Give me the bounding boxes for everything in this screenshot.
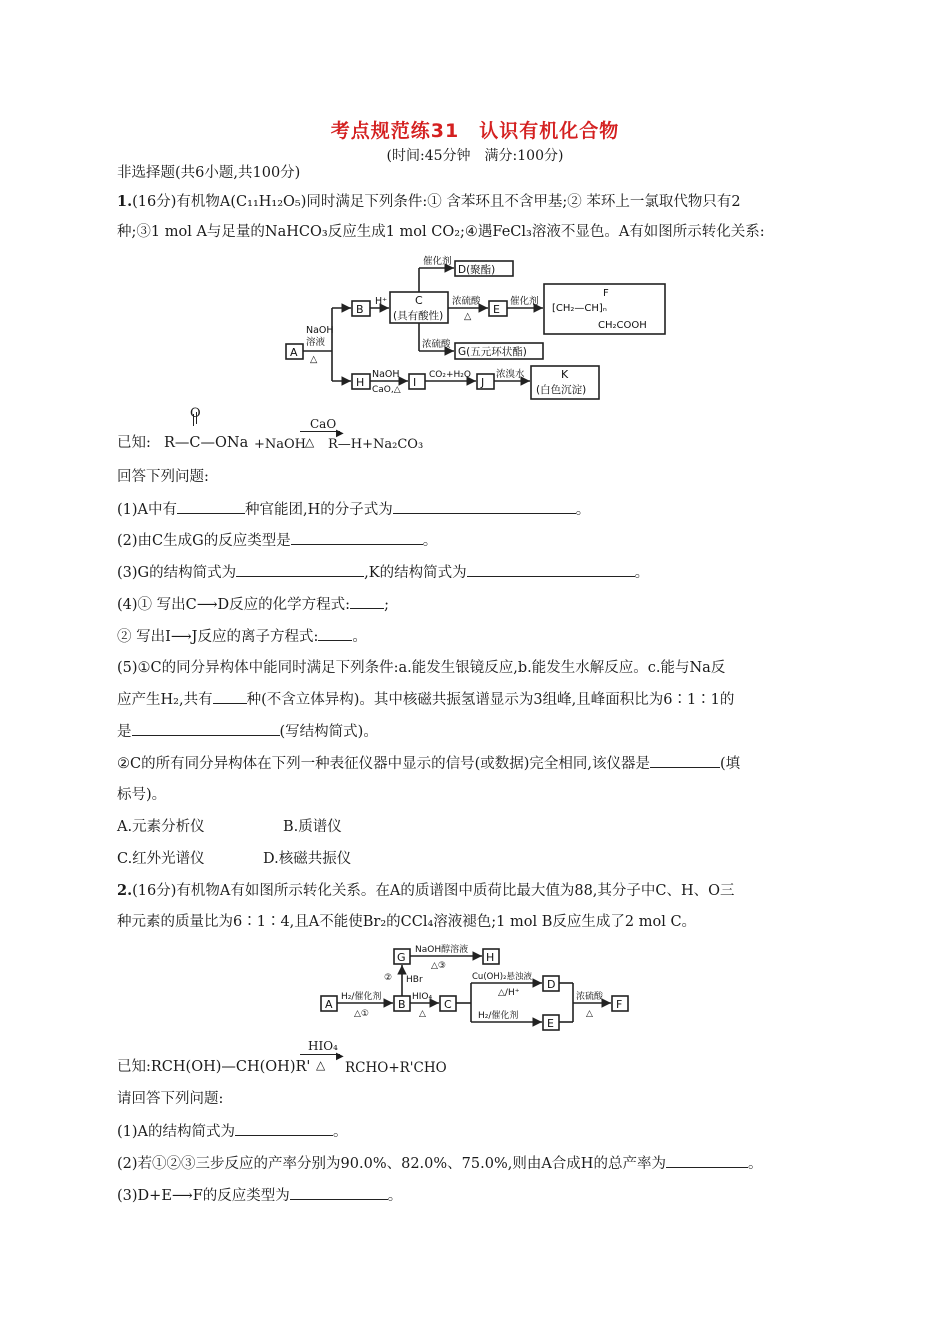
q1-part-4-1: [117, 594, 389, 615]
q2-cond-naoh-alcohol: NaOH醇溶液: [415, 945, 469, 955]
q2-known-reactant: 已知:RCH(OH)—CH(OH)R': [117, 1059, 311, 1075]
q2-label-c: C: [444, 998, 452, 1011]
q1-option-b: B.质谱仪: [283, 819, 342, 835]
q1-label-d: D(聚酯): [458, 264, 496, 276]
q1-p1-text-b: 种官能团,H的分子式为: [245, 502, 393, 518]
q1-p1-blank-1[interactable]: [177, 499, 245, 514]
q1-p1-text-c: 。: [575, 502, 591, 518]
q1-p5-blank-3[interactable]: [650, 753, 720, 768]
q1-option-a: A.元素分析仪: [117, 819, 205, 835]
q1-conversion-diagram: [280, 250, 680, 409]
q1-label-polymer-side: CH₂COOH: [598, 320, 647, 331]
q1-label-c-note: (具有酸性): [393, 310, 444, 322]
q2-label-b: B: [398, 998, 406, 1011]
q1-p4-blank-1[interactable]: [350, 594, 384, 609]
q2-ask: 请回答下列问题:: [117, 1091, 224, 1107]
q1-cond-naoh: NaOH: [306, 325, 334, 336]
q2-cond-h2-catalyst-2: H₂/催化剂: [478, 1011, 519, 1021]
q1-cond-conc-2: 浓硫酸: [422, 339, 451, 350]
q1-label-b: B: [356, 303, 364, 316]
q1-p3-text-b: ,K的结构简式为: [364, 565, 467, 581]
q1-label-h: H: [356, 376, 365, 389]
q1-label-j: J: [481, 376, 485, 389]
q1-p2-text-b: 。: [422, 533, 438, 549]
q2-label-a: A: [325, 998, 333, 1011]
q1-p3-blank-2[interactable]: [467, 562, 635, 577]
q2-cond-h2-catalyst: H₂/催化剂: [341, 992, 382, 1002]
q1-cond-bromine-water: 浓溴水: [496, 369, 525, 380]
q2-p1-blank[interactable]: [235, 1121, 333, 1136]
q2-label-h: H: [486, 951, 495, 964]
q2-cond-heat-2: △: [586, 1009, 593, 1019]
q1-cond-heat-2: △: [464, 311, 472, 322]
q2-cond-step-3: △③: [431, 961, 446, 971]
q1-label-e: E: [493, 303, 500, 316]
q1-label-a: A: [290, 346, 298, 359]
q1-p2-blank[interactable]: [291, 530, 423, 545]
section-heading: 非选择题(共6小题,共100分): [117, 165, 301, 181]
page-subtitle: (时间:45分钟 满分:100分): [386, 148, 564, 164]
q1-p5-text-d: 是: [117, 724, 132, 740]
q2-cond-step-1: △①: [354, 1009, 369, 1019]
q2-label-f: F: [616, 998, 623, 1011]
q2-cond-heat: △: [419, 1009, 426, 1019]
q2-cond-step-2: ②: [384, 973, 393, 983]
q1-option-d: D.核磁共振仪: [263, 851, 352, 867]
q2-text-1: (16分)有机物A有如图所示转化关系。在A的质谱图中质荷比最大值为88,其分子中C、H、O三: [132, 883, 735, 899]
q1-part-4-2: [117, 626, 367, 647]
q2-number: 2.: [117, 882, 133, 899]
q1-p3-blank-1[interactable]: [236, 562, 364, 577]
q1-p5-text-e: (写结构简式)。: [279, 724, 378, 740]
q1-part-1: [117, 499, 590, 520]
q1-known-cond-top: CaO: [310, 417, 337, 431]
q1-option-c: C.红外光谱仪: [117, 851, 205, 867]
q1-p4-text-d: ② 写出I: [117, 629, 171, 645]
q2-p3-blank[interactable]: [290, 1185, 388, 1200]
q1-ask: 回答下列问题:: [117, 469, 209, 485]
q1-p4-text-c: ;: [384, 597, 389, 613]
q1-known-plus: +NaOH: [254, 437, 307, 452]
q1-cond-solution: 溶液: [306, 337, 326, 348]
q1-p4-text-a: (4)① 写出C: [117, 597, 197, 613]
q1-known-label: 已知:: [117, 435, 151, 451]
q2-part-2: [117, 1153, 762, 1174]
q1-p5-blank-2[interactable]: [132, 721, 280, 736]
q1-known-o: O: [190, 406, 201, 421]
q1-p1-blank-2[interactable]: [393, 499, 576, 514]
q2-p1-text-b: 。: [333, 1124, 348, 1140]
q1-label-k: K: [561, 368, 569, 381]
q1-text-1: (16分)有机物A(C₁₁H₁₂O₅)同时满足下列条件:① 含苯环且不含甲基;② 苯环上一氯取代物只有2: [132, 194, 741, 210]
q2-cond-conc-acid: 浓硫酸: [576, 992, 604, 1002]
q1-known-product: R—H+Na₂CO₃: [328, 437, 424, 452]
q2-known-cond-bot: △: [316, 1058, 326, 1072]
q2-label-g: G: [397, 951, 406, 964]
q2-cond-heat-h: △/H⁺: [498, 988, 520, 998]
q2-conversion-diagram: [318, 940, 638, 1044]
q2-cond-cuoh: Cu(OH)₂悬浊液: [472, 972, 532, 982]
q1-p4-text-b: D反应的化学方程式:: [217, 597, 351, 613]
q1-number: 1.: [117, 193, 133, 210]
q2-diagram-svg: [318, 940, 638, 1040]
q2-cond-hbr: HBr: [406, 975, 423, 985]
q1-box-j: [477, 374, 494, 389]
q1-p4-text-e: J反应的离子方程式:: [191, 629, 319, 645]
q1-p1-text-a: (1)A中有: [117, 502, 178, 518]
q2-part-1: [117, 1121, 348, 1142]
q1-p5-text-g: (填: [720, 756, 741, 772]
q1-part-5-line-2: [117, 689, 734, 710]
q1-p4-blank-2[interactable]: [318, 626, 352, 641]
q2-label-e: E: [547, 1017, 554, 1030]
q2-p3-text-c: 。: [387, 1188, 403, 1204]
q1-known-double-bond: [193, 414, 194, 426]
q2-cond-hio4: HIO₄: [412, 992, 433, 1002]
q1-box-i: [409, 374, 425, 389]
q1-p3-text-a: (3)G的结构简式为: [117, 565, 237, 581]
q2-known-arrow-head: ▶: [336, 1051, 344, 1062]
q2-part-3: [117, 1185, 402, 1206]
q2-p3-text-b: F的反应类型为: [192, 1188, 290, 1204]
reaction-arrow-icon: ⟶: [171, 1188, 193, 1204]
q1-p3-text-c: 。: [634, 565, 650, 581]
q1-line-2: 种;③1 mol A与足量的NaHCO₃反应生成1 mol CO₂;④遇FeCl₃溶液不显色。A有如图所示转化关系:: [117, 224, 765, 240]
q1-known-double-bond-2: [196, 412, 197, 424]
q1-cond-catalyst-2: 催化剂: [510, 296, 539, 307]
q1-cond-co2: CO₂+H₂O: [429, 370, 471, 380]
q1-part-5-line-1: (5)①C的同分异构体中能同时满足下列条件:a.能发生银镜反应,b.能发生水解反应。c.能与Na反: [117, 660, 726, 676]
q2-p2-text-a: (2)若①②③三步反应的产率分别为90.0%、82.0%、75.0%,则由A合成H的总产率为: [117, 1156, 666, 1172]
q2-label-d: D: [547, 978, 556, 991]
q1-p5-blank-1[interactable]: [213, 689, 247, 704]
q2-p3-text-a: (3)D+E: [117, 1188, 172, 1204]
reaction-arrow-icon: ⟶: [196, 597, 218, 613]
q1-part-5-line-3: [117, 721, 378, 742]
q1-label-k-note: (白色沉淀): [536, 384, 587, 396]
q1-p4-text-f: 。: [352, 629, 367, 645]
q1-part-3: [117, 562, 649, 583]
page-title: 考点规范练31 认识有机化合物: [330, 120, 620, 142]
q1-cond-cao: CaO,△: [372, 385, 401, 395]
q1-known-arrow-head: ▶: [336, 428, 344, 439]
q2-known-product: RCHO+R'CHO: [345, 1060, 447, 1076]
q1-p5-text-c: 种(不含立体异构)。其中核磁共振氢谱显示为3组峰,且峰面积比为6∶1∶1的: [246, 692, 735, 708]
q1-p5-text-f: ②C的所有同分异构体在下列一种表征仪器中显示的信号(或数据)完全相同,该仪器是: [117, 756, 651, 772]
reaction-arrow-icon: ⟶: [170, 629, 192, 645]
q2-line-2: 种元素的质量比为6∶1∶4,且A不能使Br₂的CCl₄溶液褪色;1 mol B反应生成了2 mol C。: [117, 914, 697, 930]
q1-cond-heat: △: [310, 354, 318, 365]
q1-diagram-svg: [280, 250, 680, 405]
q1-label-i: I: [413, 376, 417, 389]
q1-p2-text-a: (2)由C生成G的反应类型是: [117, 533, 291, 549]
q2-known-cond-top: HIO₄: [308, 1039, 338, 1053]
q1-line-1: [117, 192, 741, 212]
q1-known-reactant: R—C—ONa: [164, 435, 249, 451]
q1-cond-conc-1: 浓硫酸: [452, 296, 481, 307]
q1-part-5-line-4: [117, 753, 740, 774]
q1-label-polymer-f: F: [603, 288, 609, 299]
q1-label-g: G(五元环状酯): [458, 346, 527, 358]
q1-label-polymer-chain: [CH₂—CH]ₙ: [552, 303, 607, 314]
q2-p1-text-a: (1)A的结构简式为: [117, 1124, 236, 1140]
q1-known-cond-bot: △: [305, 435, 315, 449]
q1-cond-naoh-2: NaOH: [372, 369, 400, 380]
q1-part-5-line-5: 标号)。: [117, 787, 167, 803]
q2-p2-text-b: 。: [747, 1156, 763, 1172]
q1-p5-text-b: 应产生H₂,共有: [117, 692, 213, 708]
q2-p2-blank[interactable]: [666, 1153, 748, 1168]
q2-line-1: [117, 881, 735, 901]
q1-label-c: C: [415, 294, 423, 307]
q1-cond-hplus: H⁺: [375, 296, 388, 307]
q1-cond-catalyst-1: 催化剂: [423, 256, 452, 267]
q1-part-2: [117, 530, 437, 551]
